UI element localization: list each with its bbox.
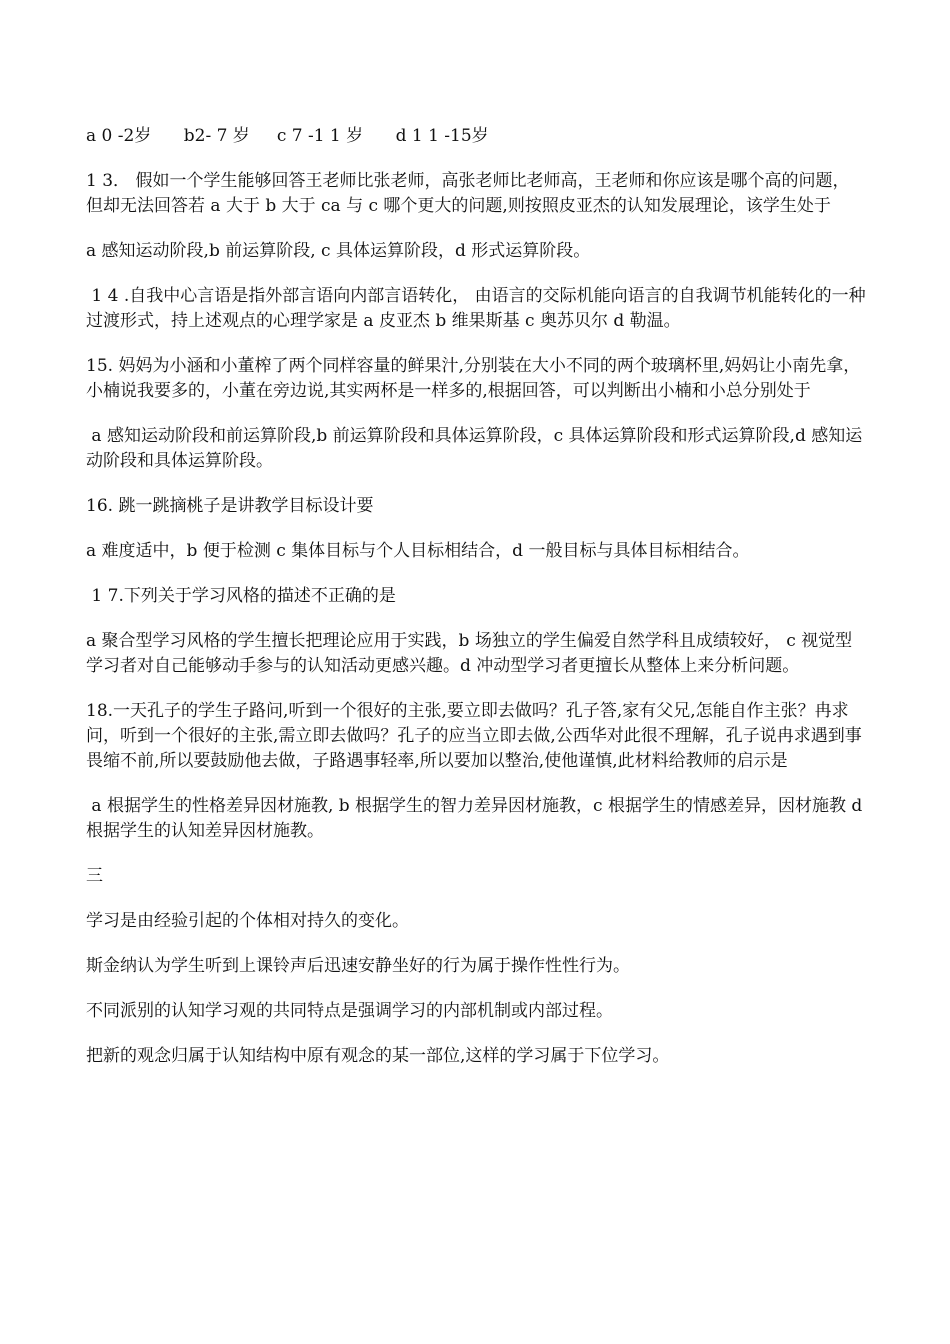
statement-4: 把新的观念归属于认知结构中原有观念的某一部位,这样的学习属于下位学习。 [86,1046,670,1066]
document-page [86,124,866,1089]
answer-options-age-ranges: a 0 -2岁 b2- 7 岁 c 7 -1 1 岁 d 1 1 -15岁 [86,126,489,146]
statement-2: 斯金纳认为学生听到上课铃声后迅速安静坐好的行为属于操作性性行为。 [86,956,630,976]
statement-3: 不同派别的认知学习观的共同特点是强调学习的内部机制或内部过程。 [86,1001,613,1021]
statement-1: 学习是由经验引起的个体相对持久的变化。 [86,911,409,931]
question-17: 1 7.下列关于学习风格的描述不正确的是 [86,586,396,606]
question-13-options: a 感知运动阶段,b 前运算阶段, c 具体运算阶段，d 形式运算阶段。 [86,241,591,261]
question-15: 15. 妈妈为小涵和小董榨了两个同样容量的鲜果汁,分别装在大小不同的两个玻璃杯里,妈妈让小南先拿，小楠说我要多的，小董在旁边说,其实两杯是一样多的,根据回答，可以判断出小楠和小总分别处于 [86,356,861,401]
question-14: 1 4 .自我中心言语是指外部言语向内部言语转化， 由语言的交际机能向语言的自我调节机能转化的一种过渡形式，持上述观点的心理学家是 a 皮亚杰 b 维果斯基 c 奥苏贝尔 d 勒温。 [86,286,866,331]
question-13: 1 3． 假如一个学生能够回答王老师比张老师，高张老师比老师高，王老师和你应该是哪个高的问题，但却无法回答若 a 大于 b 大于 ca 与 c 哪个更大的问题,则按照皮亚杰的认知发展理论，该学生处于 [86,171,850,216]
question-16-options: a 难度适中，b 便于检测 c 集体目标与个人目标相结合，d 一般目标与具体目标相结合。 [86,541,750,561]
question-17-options: a 聚合型学习风格的学生擅长把理论应用于实践，b 场独立的学生偏爱自然学科且成绩较好， c 视觉型学习者对自己能够动手参与的认知活动更感兴趣。d 冲动型学习者更擅长从整体上来分析问题。 [86,631,853,676]
section-heading-three: 三 [86,866,103,886]
question-18-options: a 根据学生的性格差异因材施教, b 根据学生的智力差异因材施教，c 根据学生的情感差异，因材施教 d 根据学生的认知差异因材施教。 [86,796,868,841]
question-18: 18.一天孔子的学生子路问,听到一个很好的主张,要立即去做吗？孔子答,家有父兄,怎能自作主张？冉求问，听到一个很好的主张,需立即去做吗？孔子的应当立即去做,公西华对此很不理解，孔子说冉求遇到事畏缩不前,所以要鼓励他去做，子路遇事轻率,所以要加以整治,使他谨慎,此材料给教师的启示是 [86,701,862,771]
question-16: 16. 跳一跳摘桃子是讲教学目标设计要 [86,496,374,516]
question-15-options: a 感知运动阶段和前运算阶段,b 前运算阶段和具体运算阶段，c 具体运算阶段和形式运算阶段,d 感知运动阶段和具体运算阶段。 [86,426,863,471]
